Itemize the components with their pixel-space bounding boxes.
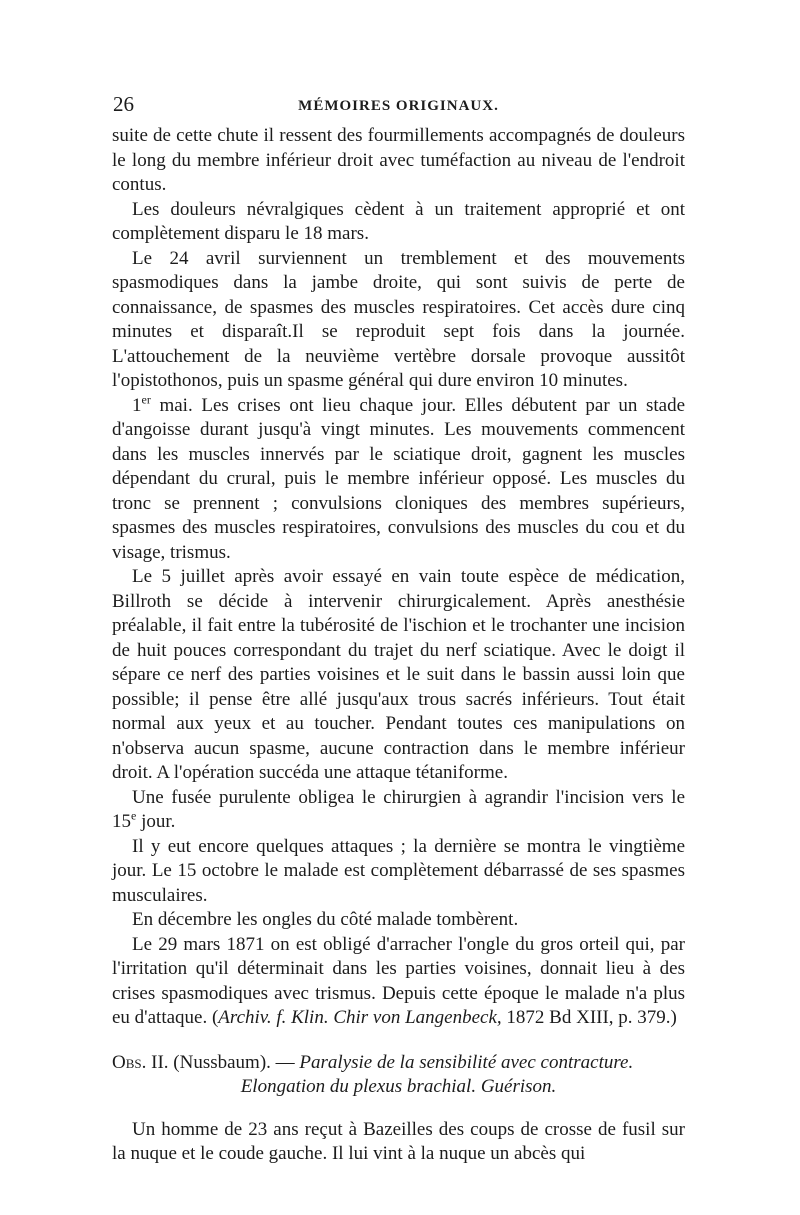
paragraph: Le 24 avril surviennent un tremblement et des mouvements spasmodiques dans la jambe droite, qui sont suivis de perte de connaissance, de spasmes des muscles respiratoires. Cet accès dure cinq minutes et disparaît.Il se reproduit sept fois dans la journée. L'attouchement de la neuvième vertèbre dorsale provoque aussitôt l'opistothonos, puis un spasme général qui dure environ 10 minutes. <box>112 247 685 391</box>
observation-title-continued: Elongation du plexus brachial. Guérison. <box>240 1076 557 1097</box>
paragraph: Une fusée purulente obligea le chirurgien à agrandir l'incision vers le 15e jour. <box>112 786 685 832</box>
paragraph: Un homme de 23 ans reçut à Bazeilles des coups de crosse de fusil sur la nuque et le coude gauche. Il lui vint à la nuque un abcès qui <box>112 1118 685 1164</box>
document-page <box>112 92 685 1167</box>
paragraph: Il y eut encore quelques attaques ; la dernière se montra le vingtième jour. Le 15 octobre le malade est complètement débarrassé de ses spasmes musculaires. <box>112 835 685 906</box>
observation-title: Paralysie de la sensibilité avec contracture. <box>299 1051 634 1073</box>
date-day: 1 <box>132 394 142 416</box>
paragraph: suite de cette chute il ressent des fourmillements accompagnés de douleurs le long du membre inférieur droit avec tuméfaction au niveau de l'endroit contus. <box>112 125 685 195</box>
running-head <box>112 92 685 124</box>
paragraph: En décembre les ongles du côté malade tombèrent. <box>132 909 519 930</box>
date-superscript: er <box>141 392 151 407</box>
paragraph: Les douleurs névralgiques cèdent à un traitement approprié et ont complètement disparu le 18 mars. <box>112 198 685 244</box>
observation-label: Obs. II. <box>112 1051 169 1073</box>
paragraph: Le 5 juillet après avoir essayé en vain toute espèce de médication, Billroth se décide à intervenir chirurgicalement. Après anesthésie préalable, il fait entre la tubérosité de l'ischion et le trochanter une incision de huit pouces correspondant du trajet du nerf sciatique. Avec le doigt il sépare ce nerf des parties voisines et le suit dans le bassin aussi loin que possible; il pense être allé jusqu'aux trous sacrés inférieurs. Tout était normal aux yeux et au toucher. Pendant toutes ces manipulations on n'observa aucun spasme, aucune contraction dans le membre inférieur droit. A l'opération succéda une attaque tétaniforme. <box>112 566 685 783</box>
citation-source: Archiv. f. Klin. Chir von Langenbeck, <box>218 1007 502 1028</box>
citation: (Archiv. f. Klin. Chir von Langenbeck, 1872 Bd XIII, p. 379.) <box>211 1007 677 1028</box>
paragraph: Le 29 mars 1871 on est obligé d'arracher l'ongle du gros orteil qui, par l'irritation qu'il déterminait dans les parties voisines, donnait lieu à des crises spasmodiques avec trismus. Depuis cette époque le malade n'a plus eu d'attaque. (Archiv. f. Klin. Chir von Langenbeck, 1872 Bd XIII, p. 379.) <box>112 933 685 1028</box>
page-number: 26 <box>113 92 134 116</box>
observation-heading <box>112 1051 685 1076</box>
observation-author: (Nussbaum). — <box>168 1051 300 1073</box>
date-month: mai. <box>150 394 193 416</box>
running-title: MÉMOIRES ORIGINAUX. <box>298 98 499 114</box>
paragraph: 1er mai. Les crises ont lieu chaque jour. Elles débutent par un stade d'angoisse durant jusqu'à vingt minutes. Les mouvements commencent dans les muscles innervés par le sciatique droit, gagnent les muscles dépendant du crural, puis le membre inférieur opposé. Les muscles du tronc se prennent ; convulsions cloniques des membres supérieurs, spasmes des muscles respiratoires, convulsions des muscles du cou et du visage, trismus. <box>112 392 685 563</box>
date-superscript: e <box>131 808 137 823</box>
date-day: 15 <box>112 811 131 832</box>
